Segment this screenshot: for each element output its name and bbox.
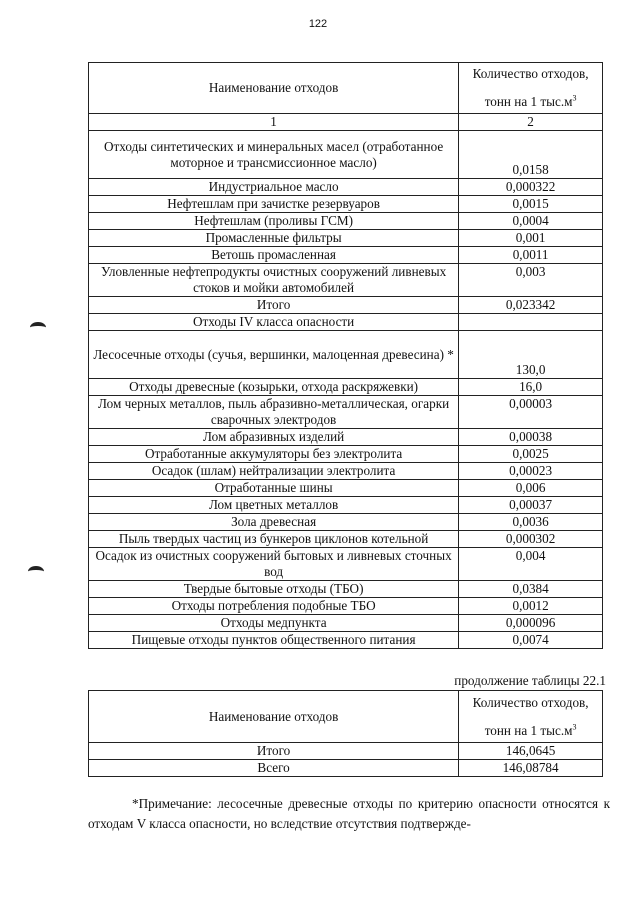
column-number-row	[89, 114, 603, 131]
continuation-caption: продолжение таблицы 22.1	[454, 673, 606, 688]
waste-name: Ветошь промасленная	[89, 247, 459, 264]
waste-row	[89, 480, 603, 497]
waste-name: Отходы потребления подобные ТБО	[89, 598, 459, 615]
continuation-header-quantity	[459, 691, 603, 743]
waste-quantity: 0,0158	[459, 131, 603, 179]
waste-quantity: 16,0	[459, 379, 603, 396]
continuation-table	[88, 690, 603, 777]
waste-quantity: 0,000302	[459, 531, 603, 548]
header-quantity-line2	[462, 94, 599, 112]
waste-name: Отходы древесные (козырьки, отхода раскряжевки)	[89, 379, 459, 396]
waste-row	[89, 196, 603, 213]
waste-quantity: 0,001	[459, 230, 603, 247]
scan-mark-bottom	[28, 566, 44, 577]
waste-table	[88, 62, 603, 649]
waste-quantity: 0,0012	[459, 598, 603, 615]
waste-name: Пыль твердых частиц из бункеров циклонов котельной	[89, 531, 459, 548]
waste-name: Нефтешлам при зачистке резервуаров	[89, 196, 459, 213]
waste-row	[89, 131, 603, 179]
waste-name: Нефтешлам (проливы ГСМ)	[89, 213, 459, 230]
continuation-row	[89, 743, 603, 760]
header-unit-sup: 3	[572, 93, 577, 103]
waste-row	[89, 581, 603, 598]
continuation-header-unit-sup: 3	[572, 722, 577, 732]
waste-row	[89, 264, 603, 297]
footnote	[88, 794, 610, 834]
footnote-text: *Примечание: лесосечные древесные отходы по критерию опасности относятся к отходам V класса опасности, но вследствие отсутствия подтвержде-	[88, 796, 610, 831]
waste-quantity: 0,0025	[459, 446, 603, 463]
waste-row	[89, 314, 603, 331]
waste-quantity: 0,0384	[459, 581, 603, 598]
waste-quantity: 0,0011	[459, 247, 603, 264]
waste-row	[89, 331, 603, 379]
scan-mark-top	[30, 322, 46, 333]
waste-quantity: 0,0074	[459, 632, 603, 649]
waste-name: Пищевые отходы пунктов общественного питания	[89, 632, 459, 649]
header-quantity-line1: Количество отходов,	[472, 66, 589, 81]
waste-row	[89, 548, 603, 581]
waste-quantity: 0,00038	[459, 429, 603, 446]
column-number-1: 1	[89, 114, 459, 131]
header-row	[89, 63, 603, 114]
waste-name: Отработанные аккумуляторы без электролита	[89, 446, 459, 463]
waste-name: Лом цветных металлов	[89, 497, 459, 514]
waste-quantity: 0,00037	[459, 497, 603, 514]
page-number: 122	[308, 18, 328, 30]
continuation-name: Всего	[89, 760, 459, 777]
continuation-name: Итого	[89, 743, 459, 760]
waste-name: Осадок (шлам) нейтрализации электролита	[89, 463, 459, 480]
continuation-header-name: Наименование отходов	[89, 691, 459, 743]
waste-name: Индустриальное масло	[89, 179, 459, 196]
waste-name: Отходы IV класса опасности	[89, 314, 459, 331]
waste-row	[89, 429, 603, 446]
continuation-quantity: 146,0645	[459, 743, 603, 760]
waste-quantity: 0,0036	[459, 514, 603, 531]
waste-row	[89, 213, 603, 230]
waste-name: Промасленные фильтры	[89, 230, 459, 247]
waste-quantity: 0,000096	[459, 615, 603, 632]
waste-row	[89, 379, 603, 396]
waste-name: Лом абразивных изделий	[89, 429, 459, 446]
continuation-row	[89, 760, 603, 777]
header-name: Наименование отходов	[89, 63, 459, 114]
waste-quantity: 0,0015	[459, 196, 603, 213]
waste-name: Уловленные нефтепродукты очистных сооружений ливневых стоков и мойки автомобилей	[89, 264, 459, 297]
waste-quantity: 0,0004	[459, 213, 603, 230]
waste-quantity	[459, 314, 603, 331]
waste-quantity: 0,00003	[459, 396, 603, 429]
waste-quantity: 0,003	[459, 264, 603, 297]
continuation-header-quantity-line2	[462, 723, 599, 741]
waste-name: Отходы медпункта	[89, 615, 459, 632]
waste-row	[89, 598, 603, 615]
waste-row	[89, 514, 603, 531]
waste-quantity: 0,006	[459, 480, 603, 497]
waste-row	[89, 497, 603, 514]
waste-row	[89, 446, 603, 463]
waste-row	[89, 463, 603, 480]
waste-name: Твердые бытовые отходы (ТБО)	[89, 581, 459, 598]
waste-row	[89, 179, 603, 196]
header-quantity	[459, 63, 603, 114]
header-unit: тонн на 1 тыс.м	[484, 94, 573, 109]
waste-row	[89, 615, 603, 632]
waste-name: Отработанные шины	[89, 480, 459, 497]
waste-name: Итого	[89, 297, 459, 314]
waste-quantity: 0,00023	[459, 463, 603, 480]
column-number-2: 2	[459, 114, 603, 131]
waste-row	[89, 247, 603, 264]
waste-row	[89, 396, 603, 429]
waste-quantity: 0,004	[459, 548, 603, 581]
continuation-quantity: 146,08784	[459, 760, 603, 777]
waste-quantity: 130,0	[459, 331, 603, 379]
waste-name: Зола древесная	[89, 514, 459, 531]
waste-quantity: 0,000322	[459, 179, 603, 196]
waste-name: Лесосечные отходы (сучья, вершинки, малоценная древесина) *	[89, 331, 459, 379]
waste-name: Лом черных металлов, пыль абразивно-металлическая, огарки сварочных электродов	[89, 396, 459, 429]
waste-name: Отходы синтетических и минеральных масел (отработанное моторное и трансмиссионное масло)	[89, 131, 459, 179]
waste-row	[89, 230, 603, 247]
continuation-header-row	[89, 691, 603, 743]
waste-row	[89, 531, 603, 548]
waste-quantity: 0,023342	[459, 297, 603, 314]
waste-name: Осадок из очистных сооружений бытовых и ливневых сточных вод	[89, 548, 459, 581]
waste-row	[89, 297, 603, 314]
waste-row	[89, 632, 603, 649]
continuation-header-quantity-line1: Количество отходов,	[472, 694, 589, 710]
continuation-header-unit: тонн на 1 тыс.м	[484, 722, 573, 738]
